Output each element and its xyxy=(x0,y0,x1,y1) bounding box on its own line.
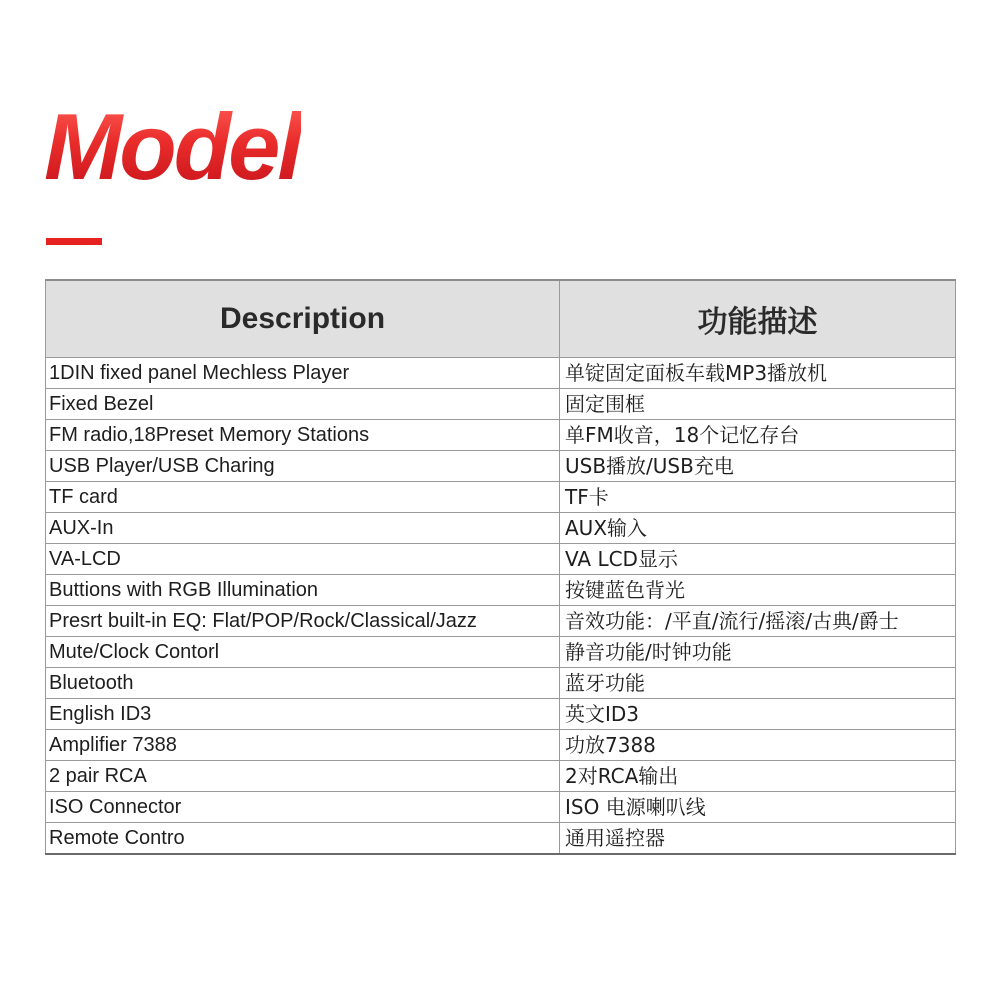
chinese-cell: TF卡 xyxy=(560,482,956,513)
english-cell: TF card xyxy=(46,482,560,513)
chinese-cell: 按键蓝色背光 xyxy=(560,575,956,606)
english-cell: Bluetooth xyxy=(46,668,560,699)
chinese-cell: 静音功能/时钟功能 xyxy=(560,637,956,668)
english-cell: Mute/Clock Contorl xyxy=(46,637,560,668)
english-cell: USB Player/USB Charing xyxy=(46,451,560,482)
table-row xyxy=(46,699,956,730)
title-accent-bar xyxy=(46,238,102,245)
chinese-cell: 单锭固定面板车载MP3播放机 xyxy=(560,358,956,389)
table-row xyxy=(46,637,956,668)
table-row xyxy=(46,575,956,606)
chinese-cell: 英文ID3 xyxy=(560,699,956,730)
english-cell: AUX-In xyxy=(46,513,560,544)
table-row xyxy=(46,792,956,823)
chinese-cell: 功放7388 xyxy=(560,730,956,761)
table-row xyxy=(46,823,956,855)
spec-table xyxy=(45,279,956,855)
english-cell: English ID3 xyxy=(46,699,560,730)
english-cell: VA-LCD xyxy=(46,544,560,575)
table-row xyxy=(46,606,956,637)
table-row xyxy=(46,389,956,420)
table-row xyxy=(46,358,956,389)
chinese-cell: 通用遥控器 xyxy=(560,823,956,855)
table-row xyxy=(46,482,956,513)
english-cell: Buttions with RGB Illumination xyxy=(46,575,560,606)
table-row xyxy=(46,730,956,761)
chinese-cell: 蓝牙功能 xyxy=(560,668,956,699)
chinese-cell: VA LCD显示 xyxy=(560,544,956,575)
english-cell: Amplifier 7388 xyxy=(46,730,560,761)
english-cell: 2 pair RCA xyxy=(46,761,560,792)
table-row xyxy=(46,513,956,544)
chinese-cell: 固定围框 xyxy=(560,389,956,420)
table-row xyxy=(46,761,956,792)
table-header-row xyxy=(46,280,956,358)
english-cell: ISO Connector xyxy=(46,792,560,823)
table-row xyxy=(46,544,956,575)
chinese-cell: USB播放/USB充电 xyxy=(560,451,956,482)
page-title: Model xyxy=(44,94,301,199)
header-description: Description xyxy=(46,280,560,358)
chinese-cell: 音效功能：/平直/流行/摇滚/古典/爵士 xyxy=(560,606,956,637)
english-cell: Fixed Bezel xyxy=(46,389,560,420)
english-cell: FM radio,18Preset Memory Stations xyxy=(46,420,560,451)
chinese-cell: 2对RCA输出 xyxy=(560,761,956,792)
english-cell: Remote Contro xyxy=(46,823,560,855)
chinese-cell: AUX输入 xyxy=(560,513,956,544)
chinese-cell: 单FM收音，18个记忆存台 xyxy=(560,420,956,451)
header-chinese-description: 功能描述 xyxy=(560,280,956,358)
table-row xyxy=(46,451,956,482)
table-row xyxy=(46,668,956,699)
chinese-cell: ISO 电源喇叭线 xyxy=(560,792,956,823)
english-cell: Presrt built-in EQ: Flat/POP/Rock/Classical/Jazz xyxy=(46,606,560,637)
table-row xyxy=(46,420,956,451)
english-cell: 1DIN fixed panel Mechless Player xyxy=(46,358,560,389)
